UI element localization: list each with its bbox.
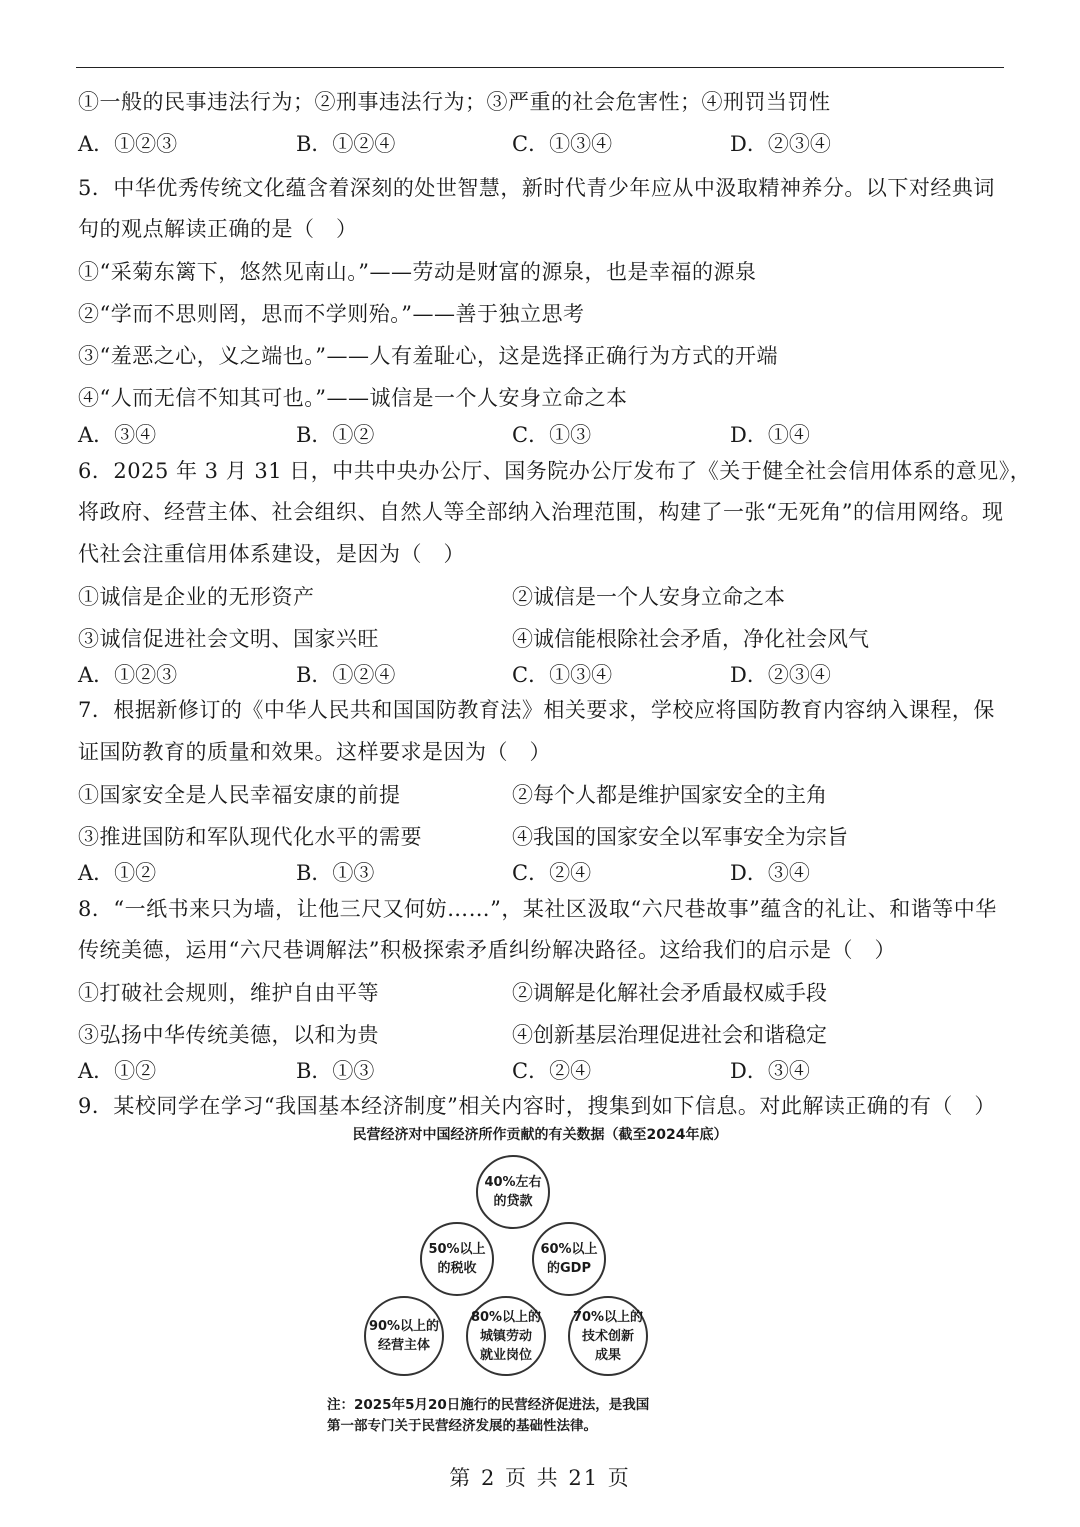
q8-option-b[interactable]: B．①③ [296, 1059, 375, 1083]
figure-circle-gdp: 60%以上 的GDP [532, 1222, 606, 1296]
q8-option-d[interactable]: D．③④ [730, 1059, 810, 1083]
q5-stem-line2: 句的观点解读正确的是（ ） [78, 217, 358, 241]
q4-items: ①一般的民事违法行为；②刑事违法行为；③严重的社会危害性；④刑罚当罚性 [78, 90, 831, 114]
figure-note-line1: 注：2025年5月20日施行的民营经济促进法，是我国 [327, 1397, 650, 1413]
page-footer: 第 2 页 共 21 页 [449, 1466, 631, 1490]
q6-option-c[interactable]: C．①③④ [512, 663, 613, 687]
q8-stem-line2: 传统美德，运用“六尺巷调解法”积极探索矛盾纠纷解决路径。这给我们的启示是（ ） [78, 938, 896, 962]
q5-option-a[interactable]: A．③④ [78, 423, 157, 447]
figure-title: 民营经济对中国经济所作贡献的有关数据（截至2024年底） [352, 1127, 728, 1143]
q8-option-c[interactable]: C．②④ [512, 1059, 592, 1083]
q6-stem-line2: 将政府、经营主体、社会组织、自然人等全部纳入治理范围，构建了一张“无死角”的信用网络。现 [78, 500, 1004, 524]
q8-item-2: ②调解是化解社会矛盾最权威手段 [512, 981, 827, 1005]
q8-item-3: ③弘扬中华传统美德，以和为贵 [78, 1023, 379, 1047]
q5-option-b[interactable]: B．①② [296, 423, 375, 447]
q7-stem-line2: 证国防教育的质量和效果。这样要求是因为（ ） [78, 740, 551, 764]
figure-circle-innovation: 70%以上的 技术创新 成果 [568, 1296, 648, 1376]
q7-item-2: ②每个人都是维护国家安全的主角 [512, 783, 827, 807]
figure-circle-tax: 50%以上 的税收 [420, 1222, 494, 1296]
q5-stem-line1: 5．中华优秀传统文化蕴含着深刻的处世智慧，新时代青少年应从中汲取精神养分。以下对经典词 [78, 176, 995, 200]
q5-option-c[interactable]: C．①③ [512, 423, 592, 447]
q7-option-c[interactable]: C．②④ [512, 861, 592, 885]
q8-item-4: ④创新基层治理促进社会和谐稳定 [512, 1023, 827, 1047]
q6-stem-line3: 代社会注重信用体系建设，是因为（ ） [78, 542, 465, 566]
q5-item-4: ④“人而无信不知其可也。”——诚信是一个人安身立命之本 [78, 386, 628, 410]
q6-stem-line1: 6．2025 年 3 月 31 日，中共中央办公厅、国务院办公厅发布了《关于健全社会信用体系的意见》， [78, 459, 1032, 483]
header-rule [76, 67, 1004, 68]
figure-circle-loans: 40%左右 的贷款 [476, 1155, 550, 1229]
q5-item-2: ②“学而不思则罔，思而不学则殆。”——善于独立思考 [78, 302, 585, 326]
figure-circle-employment: 80%以上的 城镇劳动 就业岗位 [466, 1296, 546, 1376]
q6-option-b[interactable]: B．①②④ [296, 663, 396, 687]
q7-option-a[interactable]: A．①② [78, 861, 157, 885]
figure-circle-entities: 90%以上的 经营主体 [364, 1296, 444, 1376]
q6-item-4: ④诚信能根除社会矛盾，净化社会风气 [512, 627, 869, 651]
q5-item-1: ①“采菊东篱下，悠然见南山。”——劳动是财富的源泉，也是幸福的源泉 [78, 260, 757, 284]
q6-item-2: ②诚信是一个人安身立命之本 [512, 585, 785, 609]
q7-item-3: ③推进国防和军队现代化水平的需要 [78, 825, 422, 849]
q6-option-a[interactable]: A．①②③ [78, 663, 178, 687]
q6-option-d[interactable]: D．②③④ [730, 663, 831, 687]
q6-item-3: ③诚信促进社会文明、国家兴旺 [78, 627, 379, 651]
q9-stem: 9．某校同学在学习“我国基本经济制度”相关内容时，搜集到如下信息。对此解读正确的有（ ） [78, 1094, 996, 1118]
q7-stem-line1: 7．根据新修订的《中华人民共和国国防教育法》相关要求，学校应将国防教育内容纳入课程，保 [78, 698, 995, 722]
q8-option-a[interactable]: A．①② [78, 1059, 157, 1083]
q8-item-1: ①打破社会规则，维护自由平等 [78, 981, 379, 1005]
q4-option-d[interactable]: D．②③④ [730, 132, 831, 156]
q6-item-1: ①诚信是企业的无形资产 [78, 585, 315, 609]
q7-item-4: ④我国的国家安全以军事安全为宗旨 [512, 825, 848, 849]
q7-option-d[interactable]: D．③④ [730, 861, 810, 885]
q5-option-d[interactable]: D．①④ [730, 423, 810, 447]
q4-option-c[interactable]: C．①③④ [512, 132, 613, 156]
q4-option-b[interactable]: B．①②④ [296, 132, 396, 156]
q5-item-3: ③“羞恶之心，义之端也。”——人有羞耻心，这是选择正确行为方式的开端 [78, 344, 778, 368]
q8-stem-line1: 8．“一纸书来只为墙，让他三尺又何妨……”，某社区汲取“六尺巷故事”蕴含的礼让、和谐等中华 [78, 897, 997, 921]
figure-note-line2: 第一部专门关于民营经济发展的基础性法律。 [327, 1418, 597, 1434]
q4-option-a[interactable]: A．①②③ [78, 132, 178, 156]
q7-item-1: ①国家安全是人民幸福安康的前提 [78, 783, 401, 807]
q7-option-b[interactable]: B．①③ [296, 861, 375, 885]
